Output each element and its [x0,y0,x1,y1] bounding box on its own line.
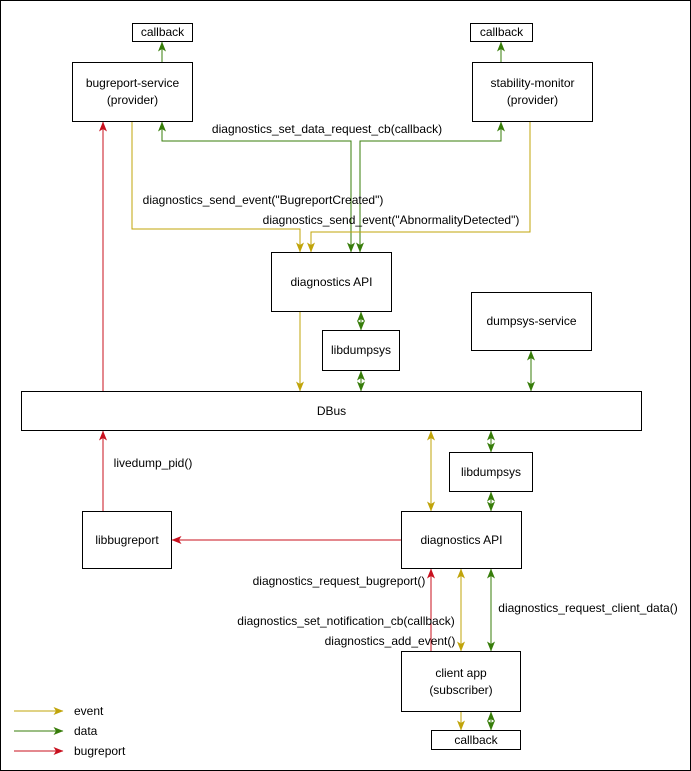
edge-label-send-event-abnormality: diagnostics_send_event("AbnormalityDetected") [262,213,520,227]
legend-label-bugreport: bugreport [74,744,126,758]
node-dbus [21,391,642,431]
node-callback-bottom [431,730,521,750]
node-label: (provider) [506,93,559,107]
edge-label-request-client-data: diagnostics_request_client_data() [498,601,678,615]
node-label: libdumpsys [330,343,392,357]
edge-label-set-notification-cb: diagnostics_set_notification_cb(callback) [237,614,455,628]
node-libdumpsys-upper [322,330,400,371]
node-diagnostics-api-upper [271,252,392,312]
node-label: callback [479,25,524,39]
node-label: (provider) [106,93,159,107]
node-label: diagnostics API [290,274,373,289]
node-label: libdumpsys [460,464,522,479]
node-diagnostics-api-lower [401,511,522,569]
node-label: diagnostics API [420,532,503,547]
node-label: stability-monitor [490,76,575,90]
node-label: DBus [316,403,347,418]
node-label: client app [435,665,487,680]
node-label: callback [454,732,498,747]
node-stability-monitor [472,62,593,122]
node-label: libbugreport [95,532,159,547]
edge-label-request-bugreport: diagnostics_request_bugreport() [252,574,426,588]
node-client-app [401,651,521,712]
node-libdumpsys-lower [449,452,533,492]
node-libbugreport [82,511,172,569]
legend-label-event: event [74,704,104,718]
edge-label-add-event: diagnostics_add_event() [324,634,456,648]
edge-label-send-event-bugreport-created: diagnostics_send_event("BugreportCreated") [142,193,384,207]
node-label: callback [140,25,185,39]
legend-label-data: data [74,724,98,738]
node-bugreport-service [72,62,193,122]
edge-label-livedump-pid: livedump_pid() [113,456,193,470]
node-callback-top-left [132,23,193,42]
node-label: bugreport-service [85,76,180,90]
node-label: dumpsys-service [486,314,577,328]
node-label: (subscriber) [429,682,493,697]
edge-label-set-data-request-cb: diagnostics_set_data_request_cb(callback) [211,122,443,136]
node-callback-top-right [470,23,533,42]
node-dumpsys-service [471,292,592,351]
